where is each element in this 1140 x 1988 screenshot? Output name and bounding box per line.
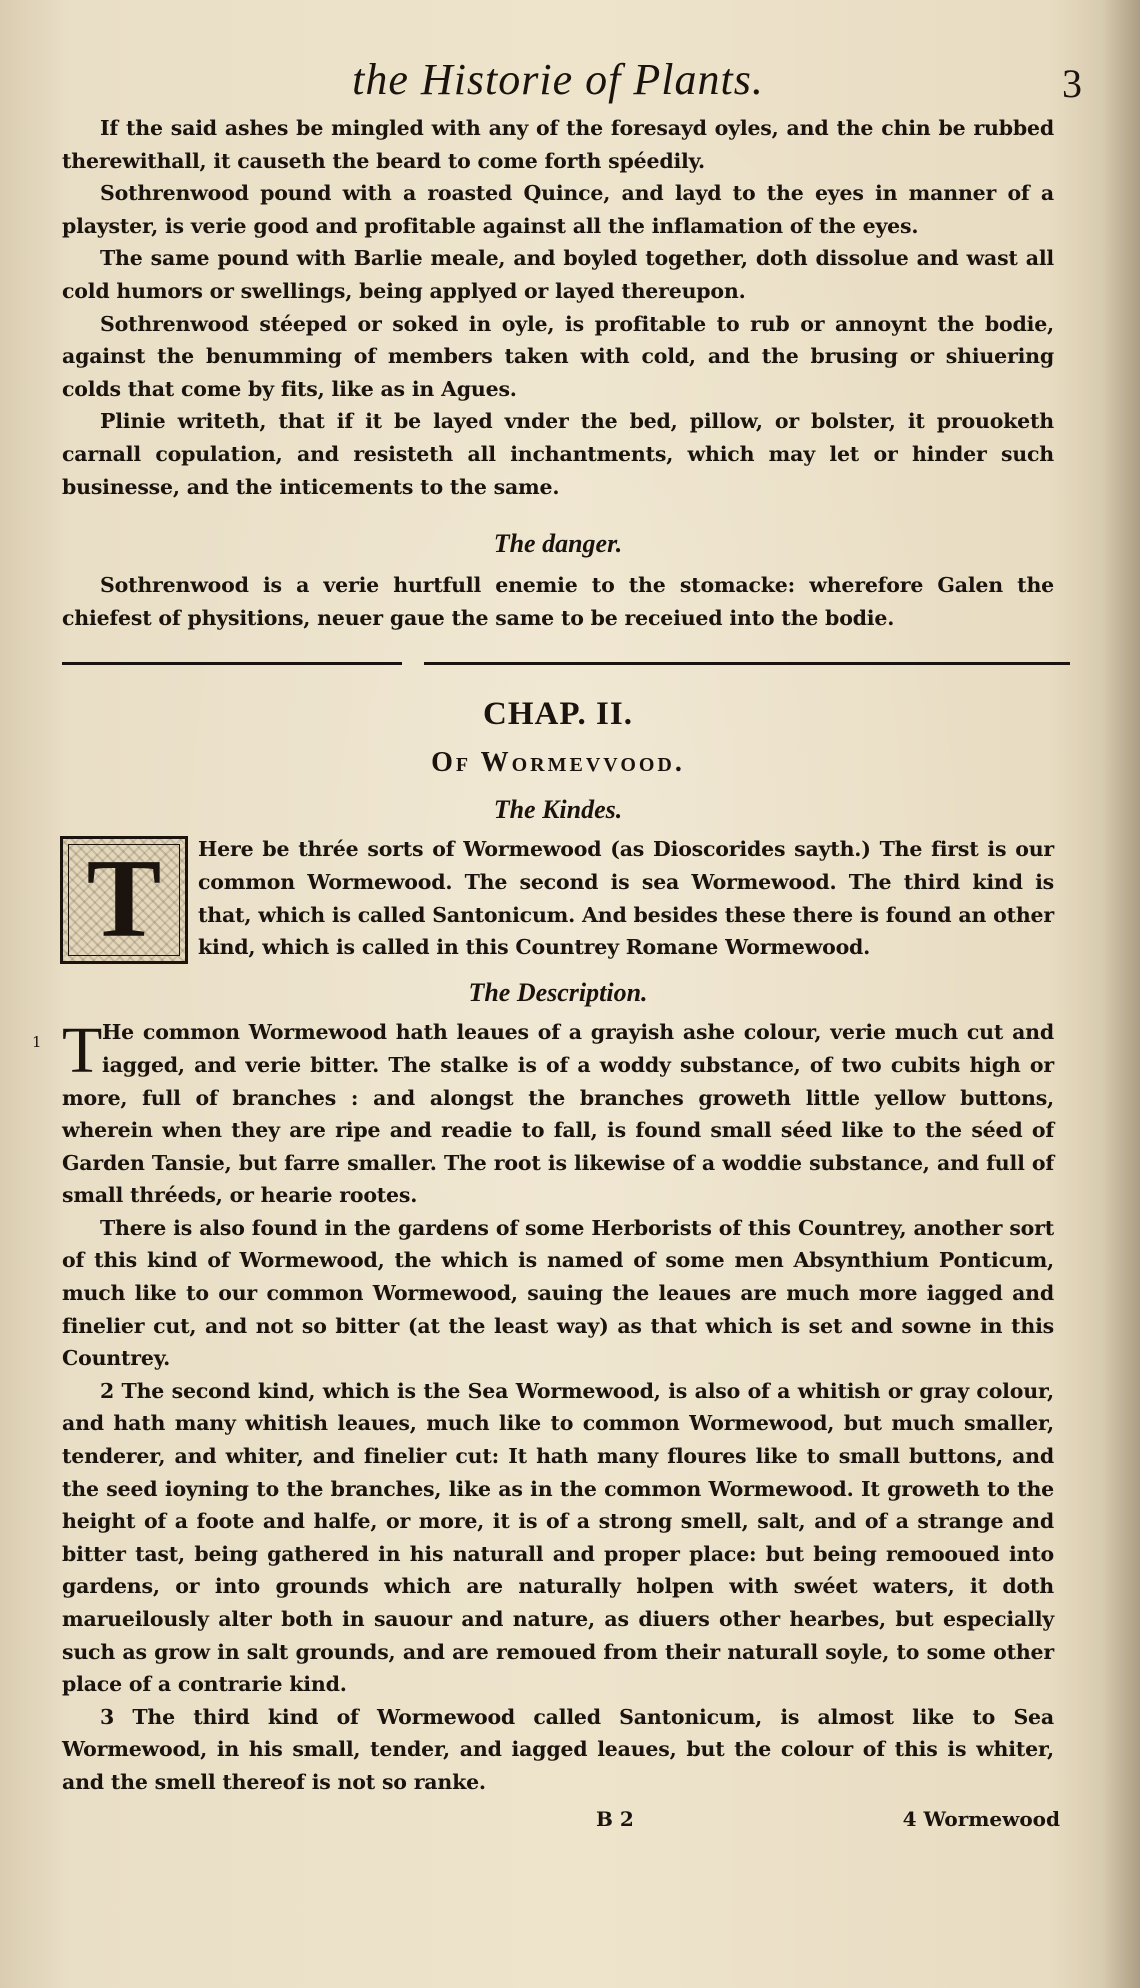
ornamental-dropcap <box>60 836 188 964</box>
item-1-initial: T <box>62 1014 103 1088</box>
kindes-section <box>62 833 1054 964</box>
paragraph-ashes: If the said ashes be mingled with any of the foresayd oyles, and the chin be rubbed therewithall, it causeth the beard to come forth spéedily. <box>62 116 1054 173</box>
signature-mark: B 2 <box>596 1806 634 1831</box>
catchword: 4 Wormewood <box>902 1806 1060 1831</box>
item-2-paragraph: 2 The second kind, which is the Sea Wormewood, is also of a whitish or gray colour, and hath many whitish leaues, much like to common Wormewood, but much smaller, tenderer, and whiter, and finelier cut: It hath many floures like to small buttons, and the seed ioyning to the branches, like as in the common Wormewood. It groweth to the height of a foote and halfe, or more, it is of a strong smell, salt, and of a strange and bitter tast, being gathered in his naturall and proper place: but being remooued into gardens, or into grounds which are naturally holpen with swéet waters, it doth marueilously alter both in sauour and nature, as diuers other hearbes, but especially such as grow in salt grounds, and are remoued from their naturall soyle, to some other place of a contrarie kind. <box>62 1378 1054 1697</box>
chapter-title: CHAP. II. <box>483 696 633 733</box>
divider-rule-left <box>62 662 402 665</box>
paragraph-oyle: Sothrenwood stéeped or soked in oyle, is profitable to rub or annoynt the bodie, against the benumming of members taken with cold, and the brusing or shiuering colds that come by fits, like as in Agues. <box>62 311 1054 401</box>
page-number: 3 <box>1062 61 1082 106</box>
chapter-divider <box>62 660 1054 668</box>
paragraph-quince: Sothrenwood pound with a roasted Quince, and layd to the eyes in manner of a playster, is verie good and profitable against all the inflamation of the eyes. <box>62 181 1054 238</box>
kindes-heading: The Kindes. <box>493 795 623 825</box>
danger-paragraph: Sothrenwood is a verie hurtfull enemie to the stomacke: wherefore Galen the chiefest of physitions, neuer gaue the same to be receiued into the bodie. <box>62 573 1054 630</box>
item-3-paragraph: 3 The third kind of Wormewood called Santonicum, is almost like to Sea Wormewood, in his small, tender, and iagged leaues, but the colour of this is whiter, and the smell thereof is not so ranke. <box>62 1704 1054 1794</box>
danger-heading: The danger. <box>493 529 623 559</box>
kindes-paragraph: Here be thrée sorts of Wormewood (as Dioscorides sayth.) The first is our common Wormewood. The second is sea Wormewood. The third kind is that, which is called Santonicum. And besides these there is found an other kind, which is called in this Countrey Romane Wormewood. <box>198 837 1054 960</box>
paragraph-plinie: Plinie writeth, that if it be layed vnder the bed, pillow, or bolster, it prouoketh carnall copulation, and resisteth all inchantments, which may let or hinder such businesse, and the inticements to the same. <box>62 409 1054 499</box>
dropcap-letter: T <box>86 837 162 962</box>
item-1-extra-paragraph: There is also found in the gardens of some Herborists of this Countrey, another sort of this kind of Wormewood, the which is named of some men Absynthium Ponticum, much like to our common Wormewood, sauing the leaues are much more iagged and finelier cut, and not so bitter (at the least way) as that which is set and sowne in this Countrey. <box>62 1215 1054 1371</box>
paragraph-barlie: The same pound with Barlie meale, and boyled together, doth dissolue and wast all cold humors or swellings, being applyed or layed thereupon. <box>62 246 1054 303</box>
page-footer <box>62 1803 1060 1839</box>
divider-rule-right <box>424 662 1070 665</box>
description-heading: The Description. <box>468 978 648 1008</box>
item-1-paragraph: He common Wormewood hath leaues of a grayish ashe colour, verie much cut and iagged, and verie bitter. The stalke is of a woddy substance, of two cubits high or more, full of branches : and alongst the branches groweth little yellow buttons, wherein when they are ripe and readie to fall, is found small séed like to the séed of Garden Tansie, but farre smaller. The root is likewise of a woddie substance, and full of small thréeds, or hearie rootes. <box>62 1020 1054 1208</box>
running-head <box>62 52 1082 112</box>
item-number-1: 1 <box>32 1033 42 1052</box>
sothrenwood-virtues-section <box>62 112 1054 503</box>
chapter-subtitle: Of Wormevvood. <box>431 747 685 779</box>
running-title: the Historie of Plants. <box>352 55 764 104</box>
description-item-1 <box>32 1014 1054 1212</box>
description-section <box>32 1014 1054 1798</box>
